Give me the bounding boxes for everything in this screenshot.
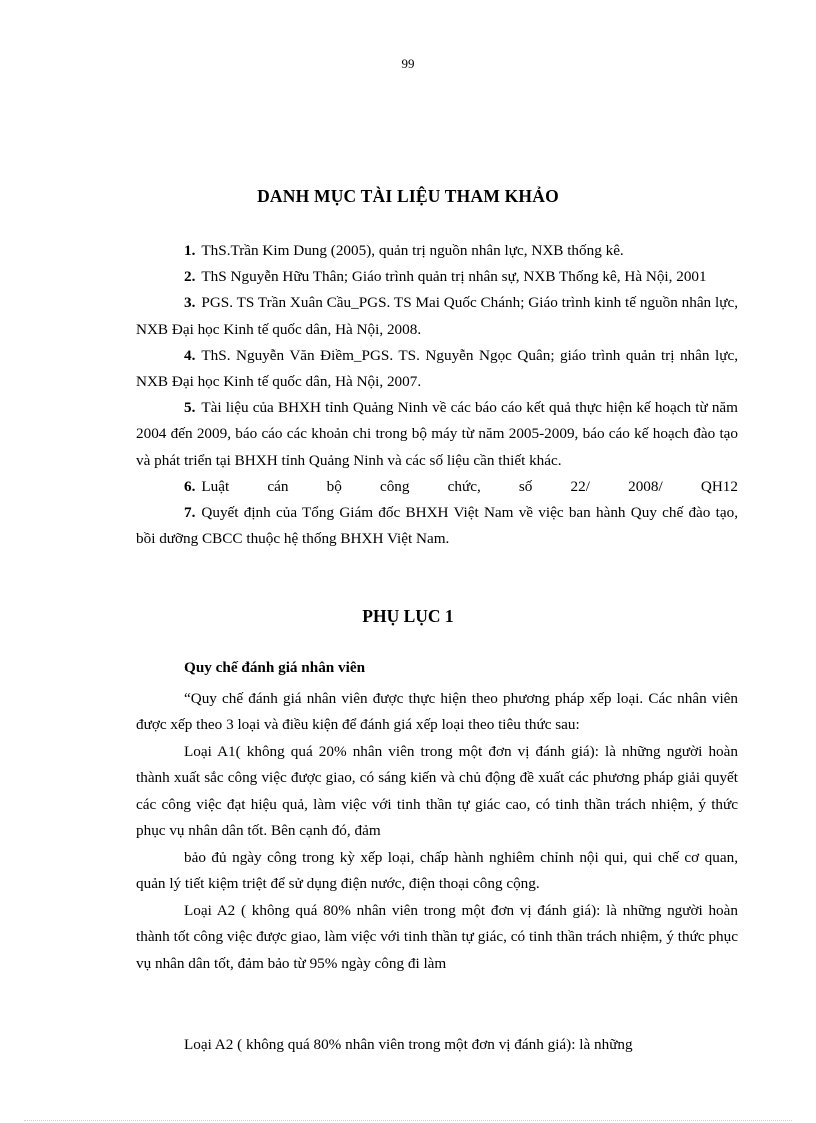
reference-number: 3. xyxy=(184,294,196,312)
reference-number: 1. xyxy=(184,242,196,259)
reference-item xyxy=(136,474,738,500)
paragraph: Loại A1( không quá 20% nhân viên trong một đơn vị đánh giá): là những người hoàn thành xuất sắc công việc được giao, có sáng kiến và chủ động đề xuất các phương pháp giải quyết các công việc đạt hiệu quả, làm việc với tinh thần tự giác cao, có tinh thần trách nhiệm, ý thức phục vụ nhân dân tốt. Bên cạnh đó, đảm xyxy=(136,742,738,839)
reference-number: 7. xyxy=(184,504,196,522)
reference-item xyxy=(136,395,738,474)
reference-number: 4. xyxy=(184,346,196,364)
paragraph: Loại A2 ( không quá 80% nhân viên trong một đơn vị đánh giá): là những người hoàn thành tốt công việc được giao, làm việc với tinh thần tự giác, có tinh thần trách nhiệm, ý thức phục vụ nhân dân tốt, đảm bảo từ 95% ngày công đi làm xyxy=(136,901,738,972)
reference-list xyxy=(136,238,738,552)
paragraph: bảo đủ ngày công trong kỳ xếp loại, chấp hành nghiêm chỉnh nội qui, qui chế cơ quan, quản lý tiết kiệm triệt để sử dụng điện nước, điện thoại công cộng. xyxy=(136,848,738,892)
reference-number: 2. xyxy=(184,268,196,286)
reference-item xyxy=(136,500,738,552)
appendix-title: PHỤ LỤC 1 xyxy=(362,606,454,626)
reference-text: ThS.Trần Kim Dung (2005), quản trị nguồn nhân lực, NXB thống kê. xyxy=(201,242,624,259)
reference-item xyxy=(136,343,738,395)
reference-text: ThS Nguyễn Hữu Thân; Giáo trình quản trị nhân sự, NXB Thống kê, Hà Nội, 2001 xyxy=(201,268,707,286)
page-break-rule xyxy=(24,1120,792,1121)
references-title: DANH MỤC TÀI LIỆU THAM KHẢO xyxy=(257,186,559,206)
section-heading: Quy chế đánh giá nhân viên xyxy=(184,659,366,676)
continuation-line: Loại A2 ( không quá 80% nhân viên trong một đơn vị đánh giá): là những xyxy=(184,1036,633,1053)
reference-number: 5. xyxy=(184,399,196,417)
reference-item xyxy=(136,290,738,342)
reference-item xyxy=(136,238,738,264)
reference-item xyxy=(136,264,738,290)
page-number: 99 xyxy=(401,56,415,71)
appendix-body xyxy=(136,655,738,1059)
reference-number: 6. xyxy=(184,477,196,495)
paragraph: “Quy chế đánh giá nhân viên được thực hiện theo phương pháp xếp loại. Các nhân viên được xếp theo 3 loại và điều kiện để đánh giá xếp loại theo tiêu thức sau: xyxy=(136,689,738,733)
reference-text: Tài liệu của BHXH tỉnh Quảng Ninh về các báo cáo kết quả thực hiện kế hoạch từ năm 2004 đến 2009, báo cáo các khoản chi trong bộ máy từ năm 2005-2009, báo cáo kế hoạch đào tạo và phát triển tại BHXH tỉnh Quảng Ninh và các số liệu cần thiết khác. xyxy=(136,399,738,469)
reference-text: Luật cán bộ công chức, số 22/ 2008/ QH12 xyxy=(201,477,738,495)
reference-text: ThS. Nguyễn Văn Điềm_PGS. TS. Nguyễn Ngọc Quân; giáo trình quản trị nhân lực, NXB Đại học Kinh tế quốc dân, Hà Nội, 2007. xyxy=(136,346,738,391)
page-gap xyxy=(136,977,738,1032)
reference-text: Quyết định của Tổng Giám đốc BHXH Việt Nam về việc ban hành Quy chế đào tạo, bồi dưỡng CBCC thuộc hệ thống BHXH Việt Nam. xyxy=(136,504,738,548)
reference-text: PGS. TS Trần Xuân Cầu_PGS. TS Mai Quốc Chánh; Giáo trình kinh tế nguồn nhân lực, NXB Đại học Kinh tế quốc dân, Hà Nội, 2008. xyxy=(136,294,738,338)
